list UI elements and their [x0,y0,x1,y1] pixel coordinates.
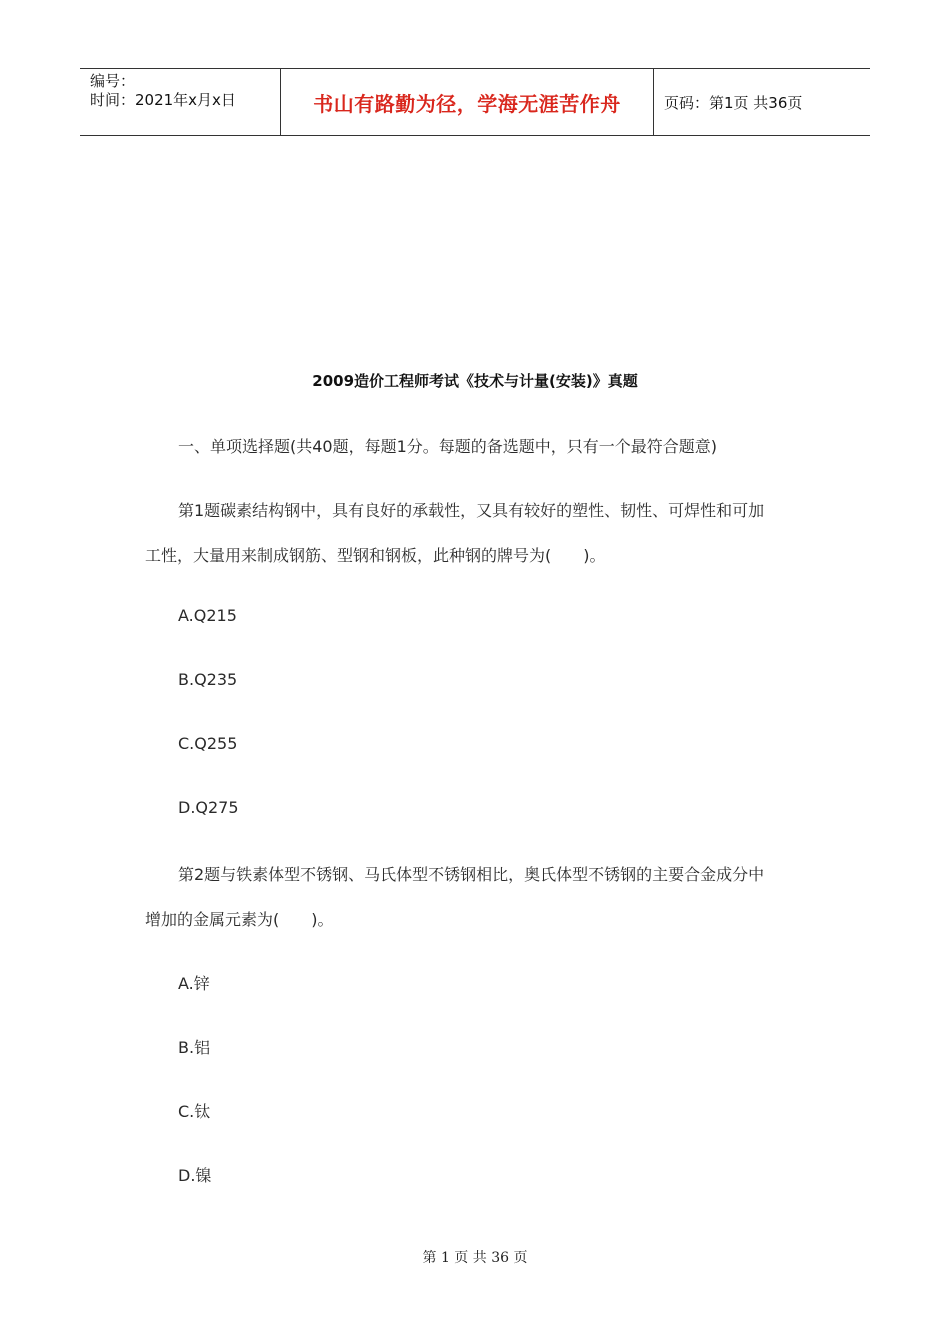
question-2-option-b: B.铝 [178,1038,211,1057]
document-number-label: 编号： [90,72,136,90]
document-title: 2009造价工程师考试《技术与计量(安装)》真题 [312,372,638,390]
header-table [80,68,870,136]
question-2-option-c: C.钛 [178,1102,211,1121]
question-2-line-2: 增加的金属元素为( )。 [145,910,334,929]
question-1-line-1: 第1题碳素结构钢中，具有良好的承载性，又具有较好的塑性、韧性、可焊性和可加 [178,501,765,520]
question-2-line-1: 第2题与铁素体型不锈钢、马氏体型不锈钢相比，奥氏体型不锈钢的主要合金成分中 [178,865,765,884]
question-2-option-d: D.镍 [178,1166,212,1185]
section-heading: 一、单项选择题(共40题，每题1分。每题的备选题中，只有一个最符合题意) [178,437,718,456]
page-footer: 第 1 页 共 36 页 [422,1250,528,1266]
header-page-info: 页码：第1页 共36页 [664,93,803,112]
document-time-label: 时间：2021年x月x日 [90,91,236,109]
header-left-cell [80,69,281,135]
question-1-option-b: B.Q235 [178,670,238,689]
question-1-option-d: D.Q275 [178,798,239,817]
question-2-option-a: A.锌 [178,974,210,993]
header-motto: 书山有路勤为径，学海无涯苦作舟 [281,69,654,135]
question-1-option-c: C.Q255 [178,734,238,753]
question-1-line-2: 工性，大量用来制成钢筋、型钢和钢板，此种钢的牌号为( )。 [145,546,606,565]
question-1-option-a: A.Q215 [178,606,237,625]
